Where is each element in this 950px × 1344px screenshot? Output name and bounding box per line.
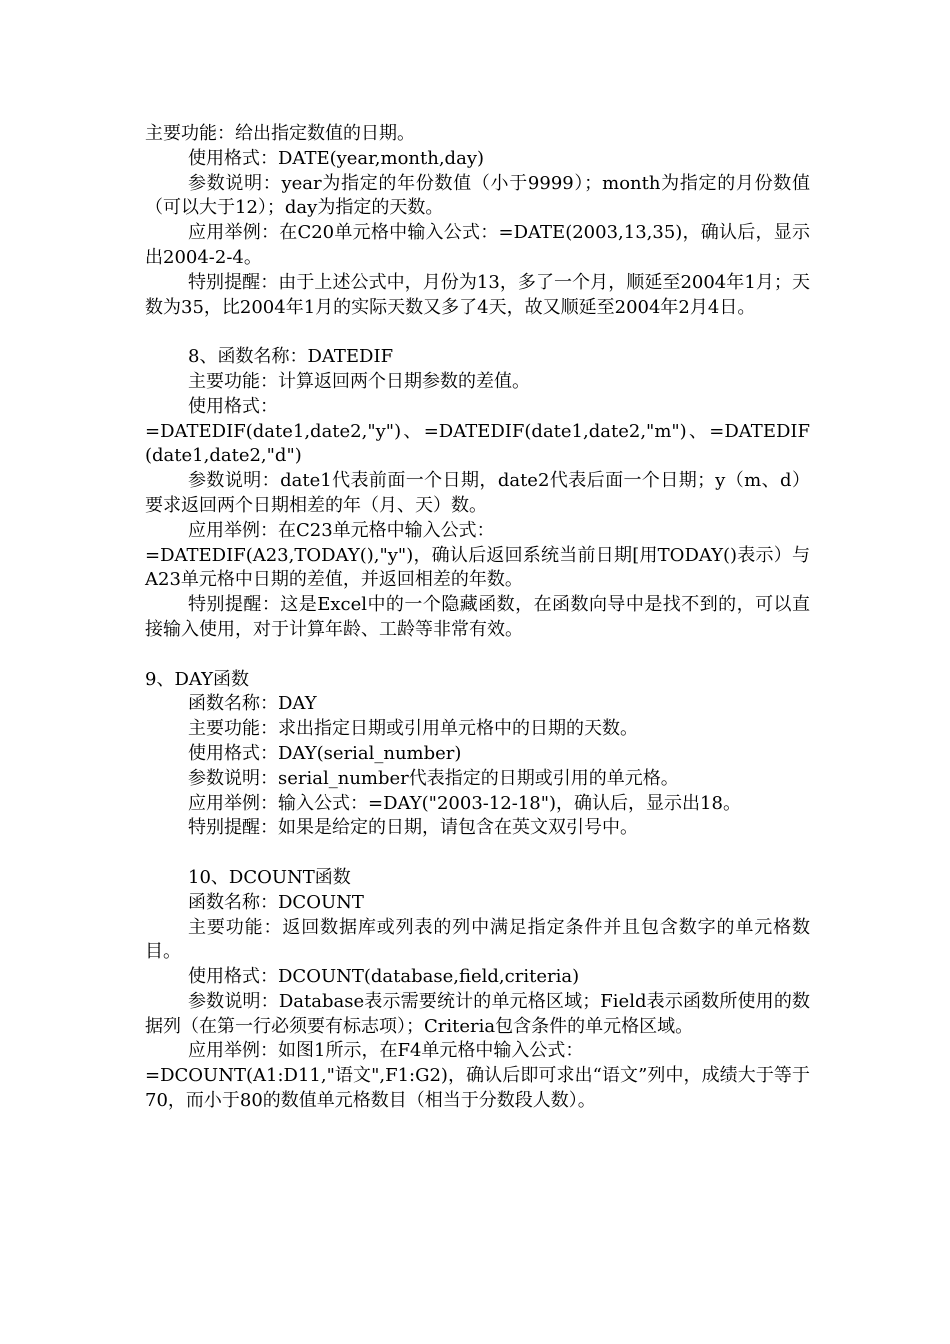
datedif-note: 特别提醒：这是Excel中的一个隐藏函数，在函数向导中是找不到的，可以直接输入使用，对于计算年龄、工龄等非常有效。 <box>145 594 810 640</box>
datedif-format-value: =DATEDIF(date1,date2,"y")、=DATEDIF(date1,date2,"m")、=DATEDIF(date1,date2,"d") <box>145 420 810 467</box>
day-name: 函数名称：DAY <box>188 693 317 715</box>
spacer <box>145 320 810 345</box>
datedif-params: 参数说明：date1代表前面一个日期，date2代表后面一个日期；y（m、d）要求返回两个日期相差的年（月、天）数。 <box>145 470 810 516</box>
dcount-format: 使用格式：DCOUNT(database,field,criteria) <box>188 966 580 988</box>
dcount-example-label: 应用举例：如图1所示，在F4单元格中输入公式： <box>188 1040 584 1062</box>
day-example: 应用举例：输入公式：=DAY("2003-12-18")，确认后，显示出18。 <box>188 792 741 814</box>
dcount-example-value: =DCOUNT(A1:D11,"语文",F1:G2)，确认后即可求出“语文”列中，成绩大于等于70，而小于80的数值单元格数目（相当于分数段人数）。 <box>145 1065 810 1112</box>
day-params: 参数说明：serial_number代表指定的日期或引用的单元格。 <box>188 767 679 789</box>
spacer <box>145 643 810 668</box>
date-format: 使用格式：DATE(year,month,day) <box>188 147 485 169</box>
dcount-params: 参数说明：Database表示需要统计的单元格区域；Field表示函数所使用的数据列（在第一行必须要有标志项）；Criteria包含条件的单元格区域。 <box>145 990 810 1037</box>
day-function: 主要功能：求出指定日期或引用单元格中的日期的天数。 <box>188 718 638 740</box>
datedif-format-label: 使用格式： <box>188 395 278 417</box>
dcount-name: 函数名称：DCOUNT <box>188 891 364 913</box>
datedif-name: 8、函数名称：DATEDIF <box>188 346 394 368</box>
date-note: 特别提醒：由于上述公式中，月份为13，多了一个月，顺延至2004年1月；天数为35，比2004年1月的实际天数又多了4天，故又顺延至2004年2月4日。 <box>145 271 810 318</box>
day-heading: 9、DAY函数 <box>145 668 250 690</box>
datedif-function: 主要功能：计算返回两个日期参数的差值。 <box>188 370 530 392</box>
datedif-example-value: =DATEDIF(A23,TODAY(),"y")，确认后返回系统当前日期[用TODAY()表示）与A23单元格中日期的差值，并返回相差的年数。 <box>145 544 810 591</box>
datedif-example-label: 应用举例：在C23单元格中输入公式： <box>188 519 495 541</box>
dcount-function: 主要功能：返回数据库或列表的列中满足指定条件并且包含数字的单元格数目。 <box>145 916 810 963</box>
date-example: 应用举例：在C20单元格中输入公式：=DATE(2003,13,35)，确认后，显示出2004-2-4。 <box>145 222 810 268</box>
dcount-heading: 10、DCOUNT函数 <box>188 866 351 888</box>
spacer <box>145 841 810 866</box>
document-body <box>145 122 810 1114</box>
date-params: 参数说明：year为指定的年份数值（小于9999）；month为指定的月份数值（可以大于12）；day为指定的天数。 <box>145 172 810 219</box>
date-function: 主要功能：给出指定数值的日期。 <box>145 123 415 144</box>
day-format: 使用格式：DAY(serial_number) <box>188 742 462 764</box>
day-note: 特别提醒：如果是给定的日期，请包含在英文双引号中。 <box>188 817 638 839</box>
